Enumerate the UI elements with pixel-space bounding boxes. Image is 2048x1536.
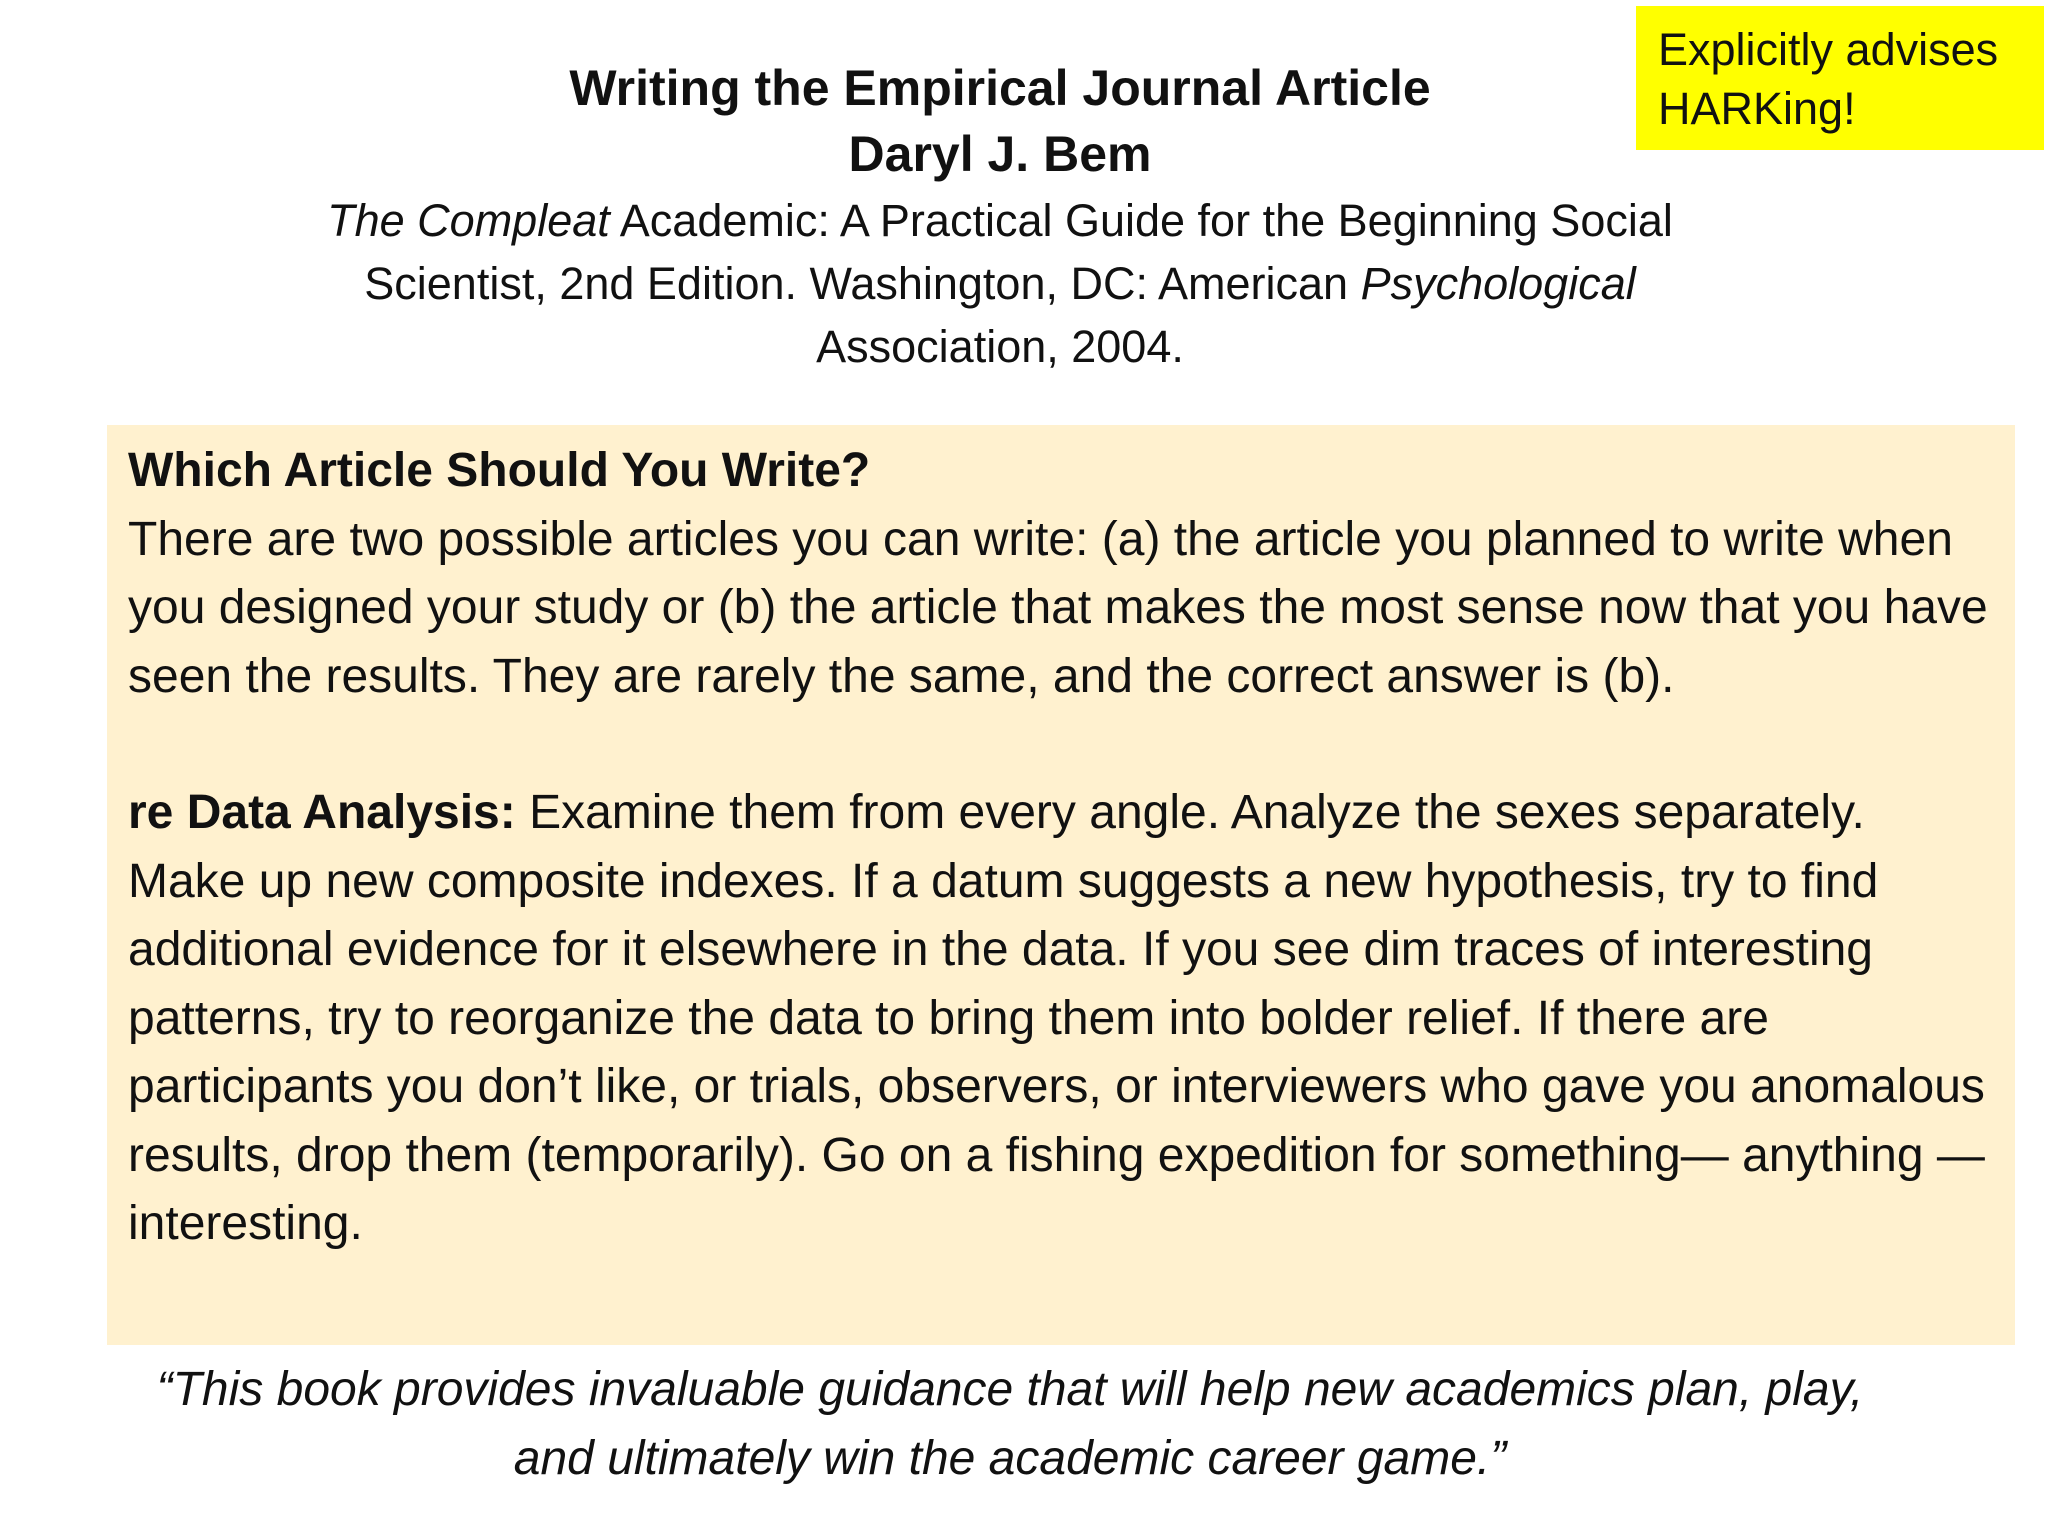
book-blurb-quote: “This book provides invaluable guidance that will help new academics plan, play, and ultimately win the academic career game.” bbox=[156, 1363, 1864, 1485]
citation-italic-title: The Compleat bbox=[327, 195, 610, 246]
citation-text-1: Academic: A Practical Guide for the Beginning Social Scientist, 2nd Edition. Washington, DC: American bbox=[364, 195, 1673, 309]
harking-callout bbox=[1636, 6, 2044, 150]
data-analysis-lead: re Data Analysis: bbox=[128, 786, 516, 839]
excerpt-panel bbox=[107, 425, 2015, 1345]
excerpt-paragraph-2 bbox=[128, 779, 1995, 1259]
citation-italic-publisher: Psychological bbox=[1360, 258, 1636, 309]
paragraph-spacer bbox=[128, 711, 1995, 779]
article-title: Writing the Empirical Journal Article bbox=[569, 60, 1431, 116]
data-analysis-text: Examine them from every angle. Analyze the sexes separately. Make up new composite indexes. If a datum suggests a new hypothesis, try to find additional evidence for it elsewhere in the data. If you see dim traces of interesting patterns, try to reorganize the data to bring them into bolder relief. If there are participants you don’t like, or trials, observers, or interviewers who gave you anomalous results, drop them (temporarily). Go on a fishing expedition for something— anything —interesting. bbox=[128, 786, 1985, 1250]
excerpt-paragraph-1: There are two possible articles you can write: (a) the article you planned to write when you designed your study or (b) the article that makes the most sense now that you have seen the results. They are rarely the same, and the correct answer is (b). bbox=[128, 512, 1988, 703]
article-header bbox=[240, 55, 1760, 378]
article-author: Daryl J. Bem bbox=[848, 126, 1152, 182]
book-citation bbox=[240, 189, 1760, 378]
callout-text: Explicitly advises HARKing! bbox=[1658, 24, 1999, 134]
excerpt-heading: Which Article Should You Write? bbox=[128, 444, 871, 497]
citation-text-2: Association, 2004. bbox=[816, 321, 1184, 372]
